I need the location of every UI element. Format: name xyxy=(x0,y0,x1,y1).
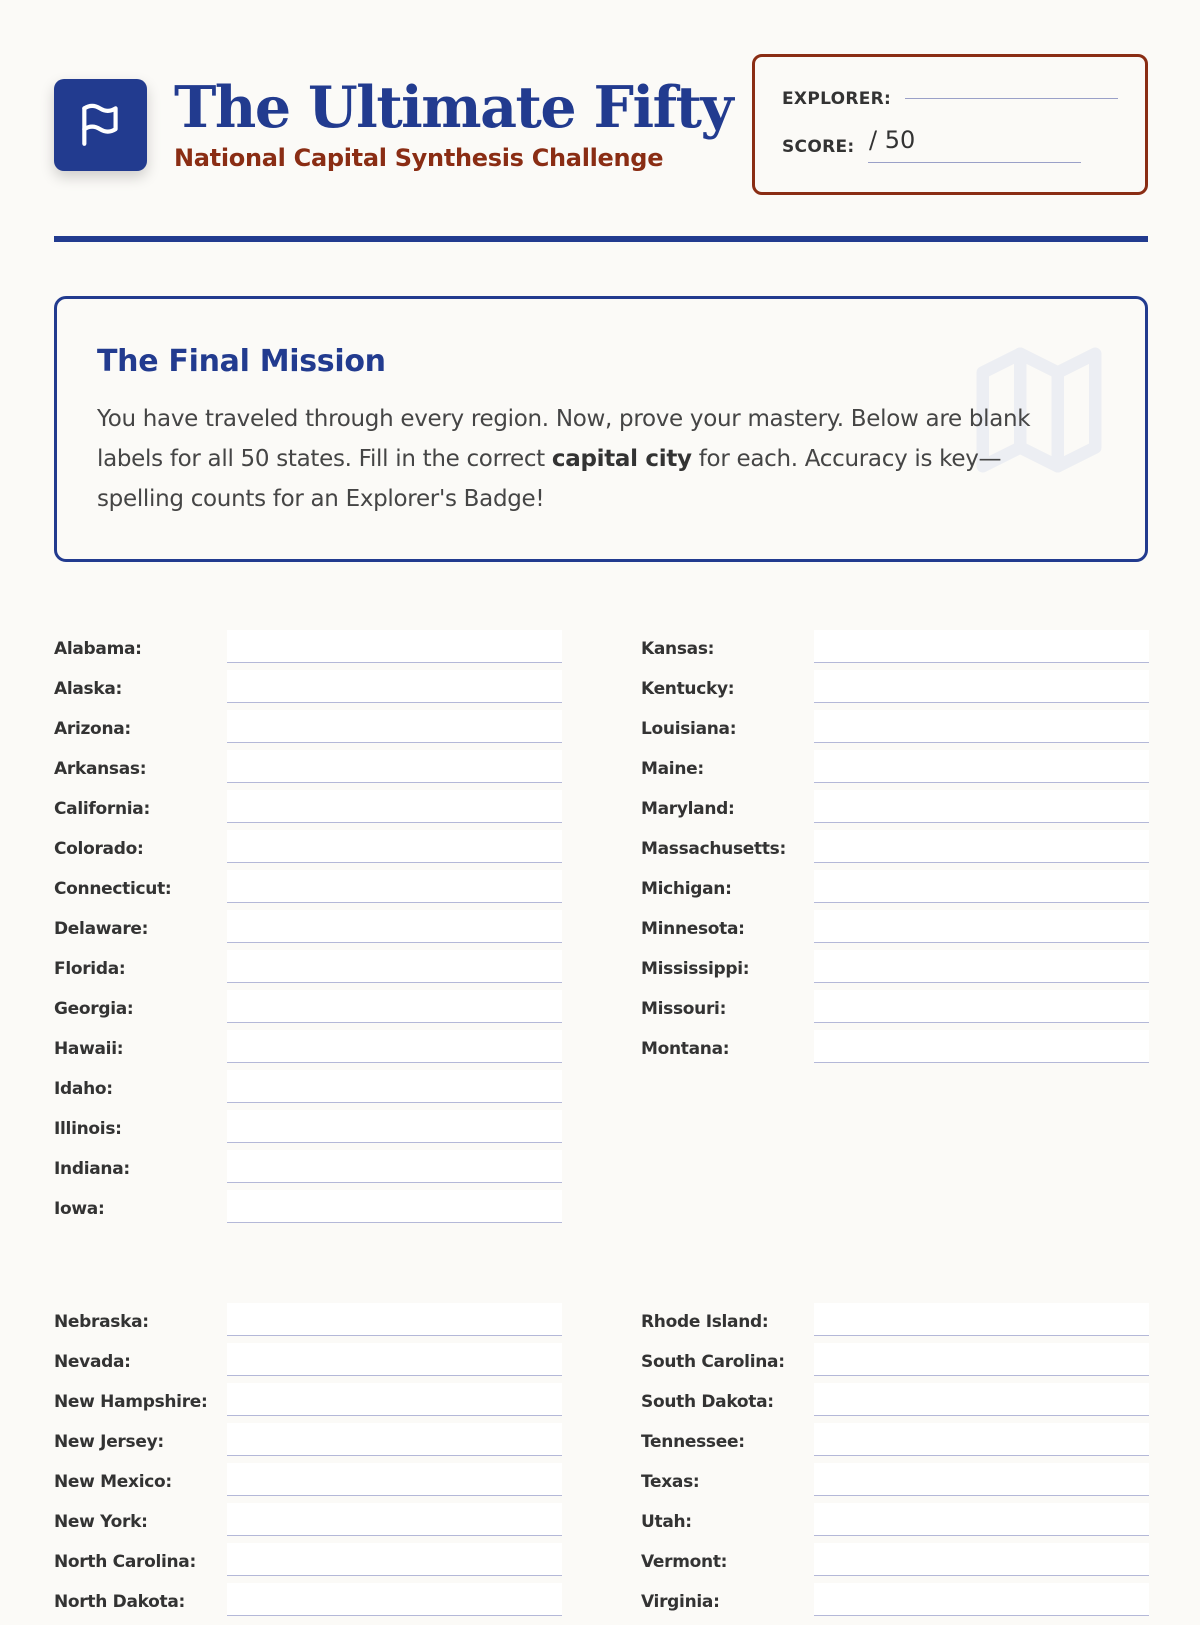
explorer-name-field[interactable] xyxy=(905,98,1118,99)
capital-input[interactable] xyxy=(814,1383,1149,1416)
score-label: SCORE: xyxy=(782,137,855,157)
capital-input[interactable] xyxy=(814,910,1149,943)
state-row xyxy=(641,1345,1162,1385)
state-row xyxy=(641,1305,1162,1345)
state-label: Nebraska: xyxy=(54,1312,149,1332)
state-row xyxy=(54,712,575,752)
state-row xyxy=(54,1425,575,1465)
mission-box xyxy=(54,296,1148,562)
state-label: Montana: xyxy=(641,1039,730,1059)
state-label: Iowa: xyxy=(54,1199,105,1219)
capital-input[interactable] xyxy=(227,1543,562,1576)
capital-input[interactable] xyxy=(814,1303,1149,1336)
state-row xyxy=(641,632,1162,672)
state-label: Hawaii: xyxy=(54,1039,124,1059)
capital-input[interactable] xyxy=(227,1030,562,1063)
capital-input[interactable] xyxy=(227,790,562,823)
state-label: Utah: xyxy=(641,1512,692,1532)
state-label: Georgia: xyxy=(54,999,134,1019)
page-title: The Ultimate Fifty xyxy=(174,74,733,141)
capital-input[interactable] xyxy=(814,750,1149,783)
state-label: Vermont: xyxy=(641,1552,728,1572)
capital-input[interactable] xyxy=(227,630,562,663)
state-column-right-1 xyxy=(641,632,1162,1072)
state-label: New York: xyxy=(54,1512,148,1532)
state-row xyxy=(54,1032,575,1072)
capital-input[interactable] xyxy=(227,1303,562,1336)
capital-input[interactable] xyxy=(814,1423,1149,1456)
state-row xyxy=(641,1032,1162,1072)
state-label: New Mexico: xyxy=(54,1472,172,1492)
capital-input[interactable] xyxy=(227,1190,562,1223)
state-column-left-1 xyxy=(54,632,575,1232)
capital-input[interactable] xyxy=(814,1343,1149,1376)
capital-input[interactable] xyxy=(814,830,1149,863)
state-label: Arkansas: xyxy=(54,759,147,779)
state-label: Connecticut: xyxy=(54,879,172,899)
capital-input[interactable] xyxy=(227,910,562,943)
state-row xyxy=(641,1505,1162,1545)
state-label: Missouri: xyxy=(641,999,727,1019)
state-row xyxy=(54,792,575,832)
state-row xyxy=(641,1545,1162,1585)
capital-input[interactable] xyxy=(814,990,1149,1023)
state-label: Mississippi: xyxy=(641,959,750,979)
state-row xyxy=(54,992,575,1032)
mission-description: You have traveled through every region. Now, prove your mastery. Below are blank labels for all 50 states. Fill in the correct capital city for each. Accuracy is key—spelling counts for an Explorer's Badge! xyxy=(97,406,1031,512)
capital-input[interactable] xyxy=(814,710,1149,743)
capital-input[interactable] xyxy=(814,1543,1149,1576)
capital-input[interactable] xyxy=(227,670,562,703)
score-box xyxy=(752,54,1148,195)
state-row xyxy=(54,832,575,872)
state-label: North Carolina: xyxy=(54,1552,196,1572)
capital-input[interactable] xyxy=(227,1110,562,1143)
page-subtitle: National Capital Synthesis Challenge xyxy=(174,144,664,172)
capital-input[interactable] xyxy=(227,750,562,783)
state-label: Colorado: xyxy=(54,839,144,859)
flag-icon xyxy=(76,100,126,150)
capital-input[interactable] xyxy=(227,1070,562,1103)
score-field[interactable] xyxy=(868,162,1081,163)
state-row xyxy=(54,752,575,792)
capital-input[interactable] xyxy=(227,1150,562,1183)
capital-input[interactable] xyxy=(227,1423,562,1456)
state-label: Florida: xyxy=(54,959,126,979)
state-row xyxy=(54,912,575,952)
state-label: Rhode Island: xyxy=(641,1312,769,1332)
score-value: / 50 xyxy=(869,126,916,154)
state-label: Massachusetts: xyxy=(641,839,786,859)
state-row xyxy=(54,952,575,992)
state-label: North Dakota: xyxy=(54,1592,186,1612)
capital-input[interactable] xyxy=(227,1503,562,1536)
state-label: Virginia: xyxy=(641,1592,720,1612)
capital-input[interactable] xyxy=(814,1030,1149,1063)
state-label: South Carolina: xyxy=(641,1352,785,1372)
state-row xyxy=(54,1505,575,1545)
state-label: Tennessee: xyxy=(641,1432,745,1452)
state-label: Arizona: xyxy=(54,719,131,739)
capital-input[interactable] xyxy=(814,1583,1149,1616)
state-row xyxy=(641,672,1162,712)
state-column-right-2 xyxy=(641,1305,1162,1625)
capital-input[interactable] xyxy=(227,1383,562,1416)
capital-input[interactable] xyxy=(814,790,1149,823)
capital-input[interactable] xyxy=(227,710,562,743)
state-row xyxy=(641,992,1162,1032)
state-row xyxy=(54,1385,575,1425)
state-row xyxy=(54,1072,575,1112)
capital-input[interactable] xyxy=(227,870,562,903)
state-label: Alabama: xyxy=(54,639,142,659)
state-label: Kansas: xyxy=(641,639,715,659)
state-label: Illinois: xyxy=(54,1119,122,1139)
capital-input[interactable] xyxy=(227,990,562,1023)
state-label: Maryland: xyxy=(641,799,735,819)
mission-emphasis: capital city xyxy=(551,446,692,472)
mission-title: The Final Mission xyxy=(97,344,386,379)
state-row xyxy=(54,1465,575,1505)
state-row xyxy=(54,1192,575,1232)
state-row xyxy=(641,1585,1162,1625)
state-row xyxy=(641,752,1162,792)
state-row xyxy=(54,1305,575,1345)
state-label: California: xyxy=(54,799,150,819)
capital-input[interactable] xyxy=(227,950,562,983)
state-label: New Jersey: xyxy=(54,1432,164,1452)
state-label: South Dakota: xyxy=(641,1392,774,1412)
logo-badge xyxy=(54,79,147,171)
state-row xyxy=(54,1545,575,1585)
state-row xyxy=(54,1585,575,1625)
state-row xyxy=(641,1385,1162,1425)
state-label: Idaho: xyxy=(54,1079,113,1099)
state-label: Michigan: xyxy=(641,879,732,899)
state-row xyxy=(54,1112,575,1152)
state-row xyxy=(641,872,1162,912)
state-label: Nevada: xyxy=(54,1352,131,1372)
explorer-label: EXPLORER: xyxy=(782,89,892,109)
state-row xyxy=(641,792,1162,832)
state-label: Delaware: xyxy=(54,919,149,939)
state-row xyxy=(54,1152,575,1192)
state-label: Kentucky: xyxy=(641,679,735,699)
state-row xyxy=(641,952,1162,992)
capital-input[interactable] xyxy=(814,950,1149,983)
capital-input[interactable] xyxy=(814,670,1149,703)
state-row xyxy=(54,872,575,912)
capital-input[interactable] xyxy=(227,1583,562,1616)
state-row xyxy=(641,912,1162,952)
state-row xyxy=(641,712,1162,752)
state-label: New Hampshire: xyxy=(54,1392,208,1412)
state-label: Maine: xyxy=(641,759,704,779)
capital-input[interactable] xyxy=(814,1463,1149,1496)
capital-input[interactable] xyxy=(227,830,562,863)
capital-input[interactable] xyxy=(814,630,1149,663)
state-row xyxy=(641,1425,1162,1465)
state-row xyxy=(641,832,1162,872)
capital-input[interactable] xyxy=(227,1343,562,1376)
state-row xyxy=(54,632,575,672)
state-label: Texas: xyxy=(641,1472,700,1492)
capital-input[interactable] xyxy=(814,1503,1149,1536)
state-label: Minnesota: xyxy=(641,919,745,939)
state-column-left-2 xyxy=(54,1305,575,1625)
state-row xyxy=(641,1465,1162,1505)
state-label: Indiana: xyxy=(54,1159,130,1179)
capital-input[interactable] xyxy=(227,1463,562,1496)
state-label: Alaska: xyxy=(54,679,123,699)
state-row xyxy=(54,1345,575,1385)
state-row xyxy=(54,672,575,712)
state-label: Louisiana: xyxy=(641,719,737,739)
header-divider xyxy=(54,236,1148,242)
capital-input[interactable] xyxy=(814,870,1149,903)
